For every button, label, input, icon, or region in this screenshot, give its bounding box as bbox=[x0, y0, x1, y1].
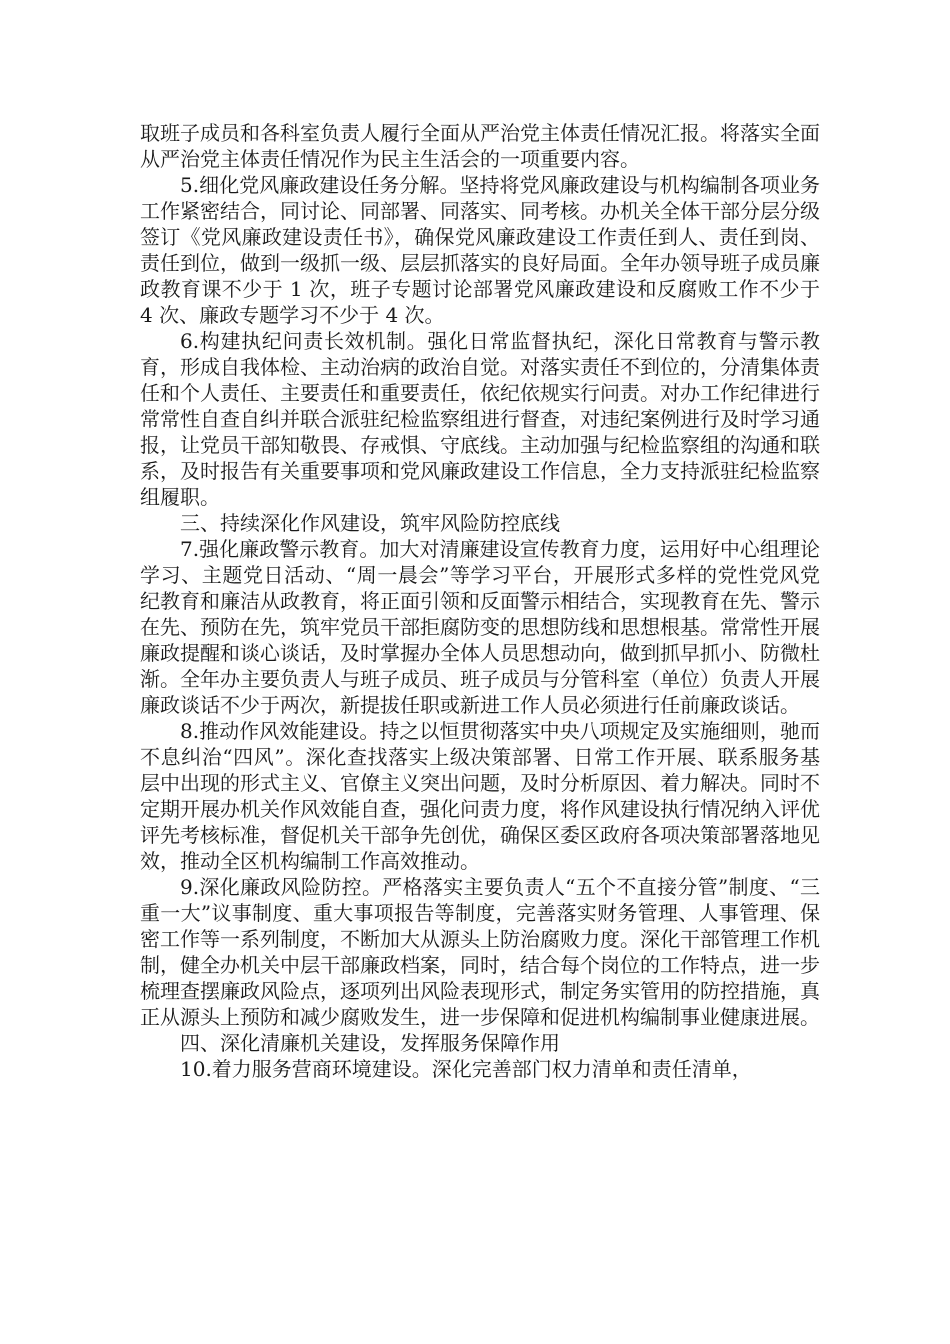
paragraph-item-7: 7.强化廉政警示教育。加大对清廉建设宣传教育力度，运用好中心组理论学习、主题党日活动、“周一晨会”等学习平台，开展形式多样的党性党风党纪教育和廉洁从政教育，将正面引领和反面警示相结合，实现教育在先、警示在先、预防在先，筑牢党员干部拒腐防变的思想防线和思想根基。常常性开展廉政提醒和谈心谈话，及时掌握办全体人员思想动向，做到抓早抓小、防微杜渐。全年办主要负责人与班子成员、班子成员与分管科室（单位）负责人开展廉政谈话不少于两次，新提拔任职或新进工作人员必须进行任前廉政谈话。 bbox=[140, 537, 820, 717]
document-page bbox=[140, 120, 820, 1082]
paragraph-item-5: 5.细化党风廉政建设任务分解。坚持将党风廉政建设与机构编制各项业务工作紧密结合，同讨论、同部署、同落实、同考核。办机关全体干部分层分级签订《党风廉政建设责任书》，确保党风廉政建设工作责任到人、责任到岗、责任到位，做到一级抓一级、层层抓落实的良好局面。全年办领导班子成员廉政教育课不少于 1 次，班子专题讨论部署党风廉政建设和反腐败工作不少于 4 次、廉政专题学习不少于 4 次。 bbox=[140, 173, 820, 327]
paragraph-item-8: 8.推动作风效能建设。持之以恒贯彻落实中央八项规定及实施细则，驰而不息纠治“四风”。深化查找落实上级决策部署、日常工作开展、联系服务基层中出现的形式主义、官僚主义突出问题，及时分析原因、着力解决。同时不定期开展办机关作风效能自查，强化问责力度，将作风建设执行情况纳入评优评先考核标准，督促机关干部争先创优，确保区委区政府各项决策部署落地见效，推动全区机构编制工作高效推动。 bbox=[140, 719, 820, 873]
paragraph-item-9: 9.深化廉政风险防控。严格落实主要负责人“五个不直接分管”制度、“三重一大”议事制度、重大事项报告等制度，完善落实财务管理、人事管理、保密工作等一系列制度，不断加大从源头上防治腐败力度。深化干部管理工作机制，健全办机关中层干部廉政档案，同时，结合每个岗位的工作特点，进一步梳理查摆廉政风险点，逐项列出风险表现形式，制定务实管用的防控措施，真正从源头上预防和减少腐败发生，进一步保障和促进机构编制事业健康进展。 bbox=[140, 875, 820, 1029]
paragraph-continued: 取班子成员和各科室负责人履行全面从严治党主体责任情况汇报。将落实全面从严治党主体责任情况作为民主生活会的一项重要内容。 bbox=[140, 121, 820, 171]
section-heading-3: 三、持续深化作风建设，筑牢风险防控底线 bbox=[180, 511, 560, 535]
paragraph-item-10: 10.着力服务营商环境建设。深化完善部门权力清单和责任清单， bbox=[180, 1057, 752, 1081]
paragraph-item-6: 6.构建执纪问责长效机制。强化日常监督执纪，深化日常教育与警示教育，形成自我体检、主动治病的政治自觉。对落实责任不到位的，分清集体责任和个人责任、主要责任和重要责任，依纪依规实行问责。对办工作纪律进行常常性自查自纠并联合派驻纪检监察组进行督查，对违纪案例进行及时学习通报，让党员干部知敬畏、存戒惧、守底线。主动加强与纪检监察组的沟通和联系，及时报告有关重要事项和党风廉政建设工作信息，全力支持派驻纪检监察组履职。 bbox=[140, 329, 820, 509]
section-heading-4: 四、深化清廉机关建设，发挥服务保障作用 bbox=[180, 1031, 560, 1055]
